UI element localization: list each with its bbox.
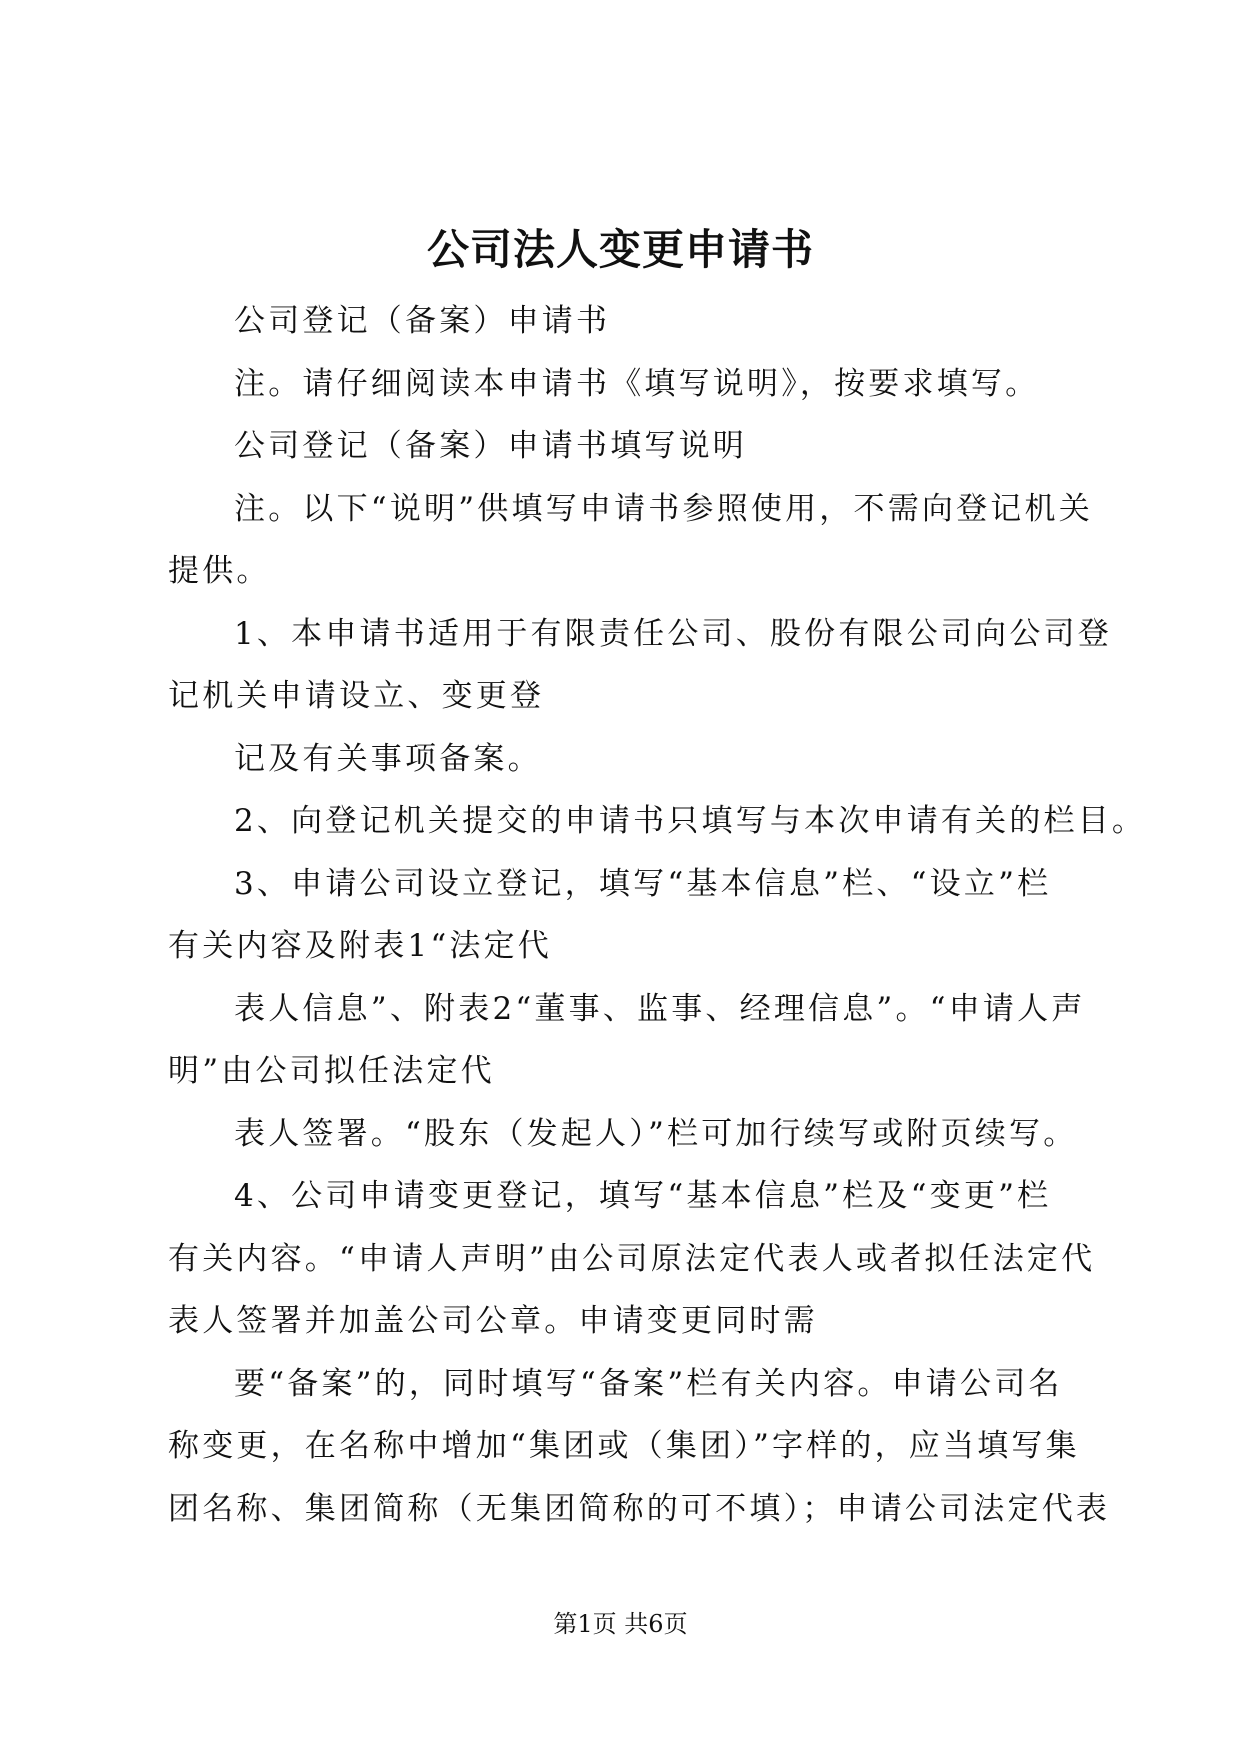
body-line: 表人签署。“股东（发起人）”栏可加行续写或附页续写。 [234,1115,1078,1152]
body-line: 表人信息”、附表2“董事、监事、经理信息”。“申请人声 [234,990,1086,1027]
page-number: 第1页 共6页 [553,1610,688,1638]
body-line: 2、向登记机关提交的申请书只填写与本次申请有关的栏目。 [234,803,1147,839]
body-line: 表人签署并加盖公司公章。申请变更同时需 [168,1303,818,1339]
body-line: 记机关申请设立、变更登 [168,678,545,714]
document-title: 公司法人变更申请书 [426,225,814,274]
body-line: 4、公司申请变更登记，填写“基本信息”栏及“变更”栏 [234,1178,1052,1214]
document-body [168,290,1147,1540]
body-line: 注。请仔细阅读本申请书《填写说明》，按要求填写。 [234,365,1040,402]
body-line: 公司登记（备案）申请书 [234,303,611,339]
body-line: 团名称、集团简称（无集团简称的可不填）；申请公司法定代表 [168,1490,1111,1527]
body-line: 公司登记（备案）申请书填写说明 [234,428,747,464]
page-footer [0,1608,1241,1640]
body-line: 有关内容及附表1“法定代 [168,928,552,964]
body-line: 有关内容。“申请人声明”由公司原法定代表人或者拟任法定代 [168,1240,1096,1277]
body-line: 3、申请公司设立登记，填写“基本信息”栏、“设立”栏 [234,865,1052,902]
body-line: 注。以下“说明”供填写申请书参照使用，不需向登记机关 [234,490,1093,527]
body-line: 提供。 [168,553,271,589]
body-line: 要“备案”的，同时填写“备案”栏有关内容。申请公司名 [234,1365,1063,1402]
body-line: 记及有关事项备案。 [234,740,542,777]
body-line: 明”由公司拟任法定代 [168,1053,495,1089]
body-line: 1、本申请书适用于有限责任公司、股份有限公司向公司登 [234,615,1112,652]
body-line: 称变更，在名称中增加“集团或（集团）”字样的，应当填写集 [168,1428,1080,1464]
